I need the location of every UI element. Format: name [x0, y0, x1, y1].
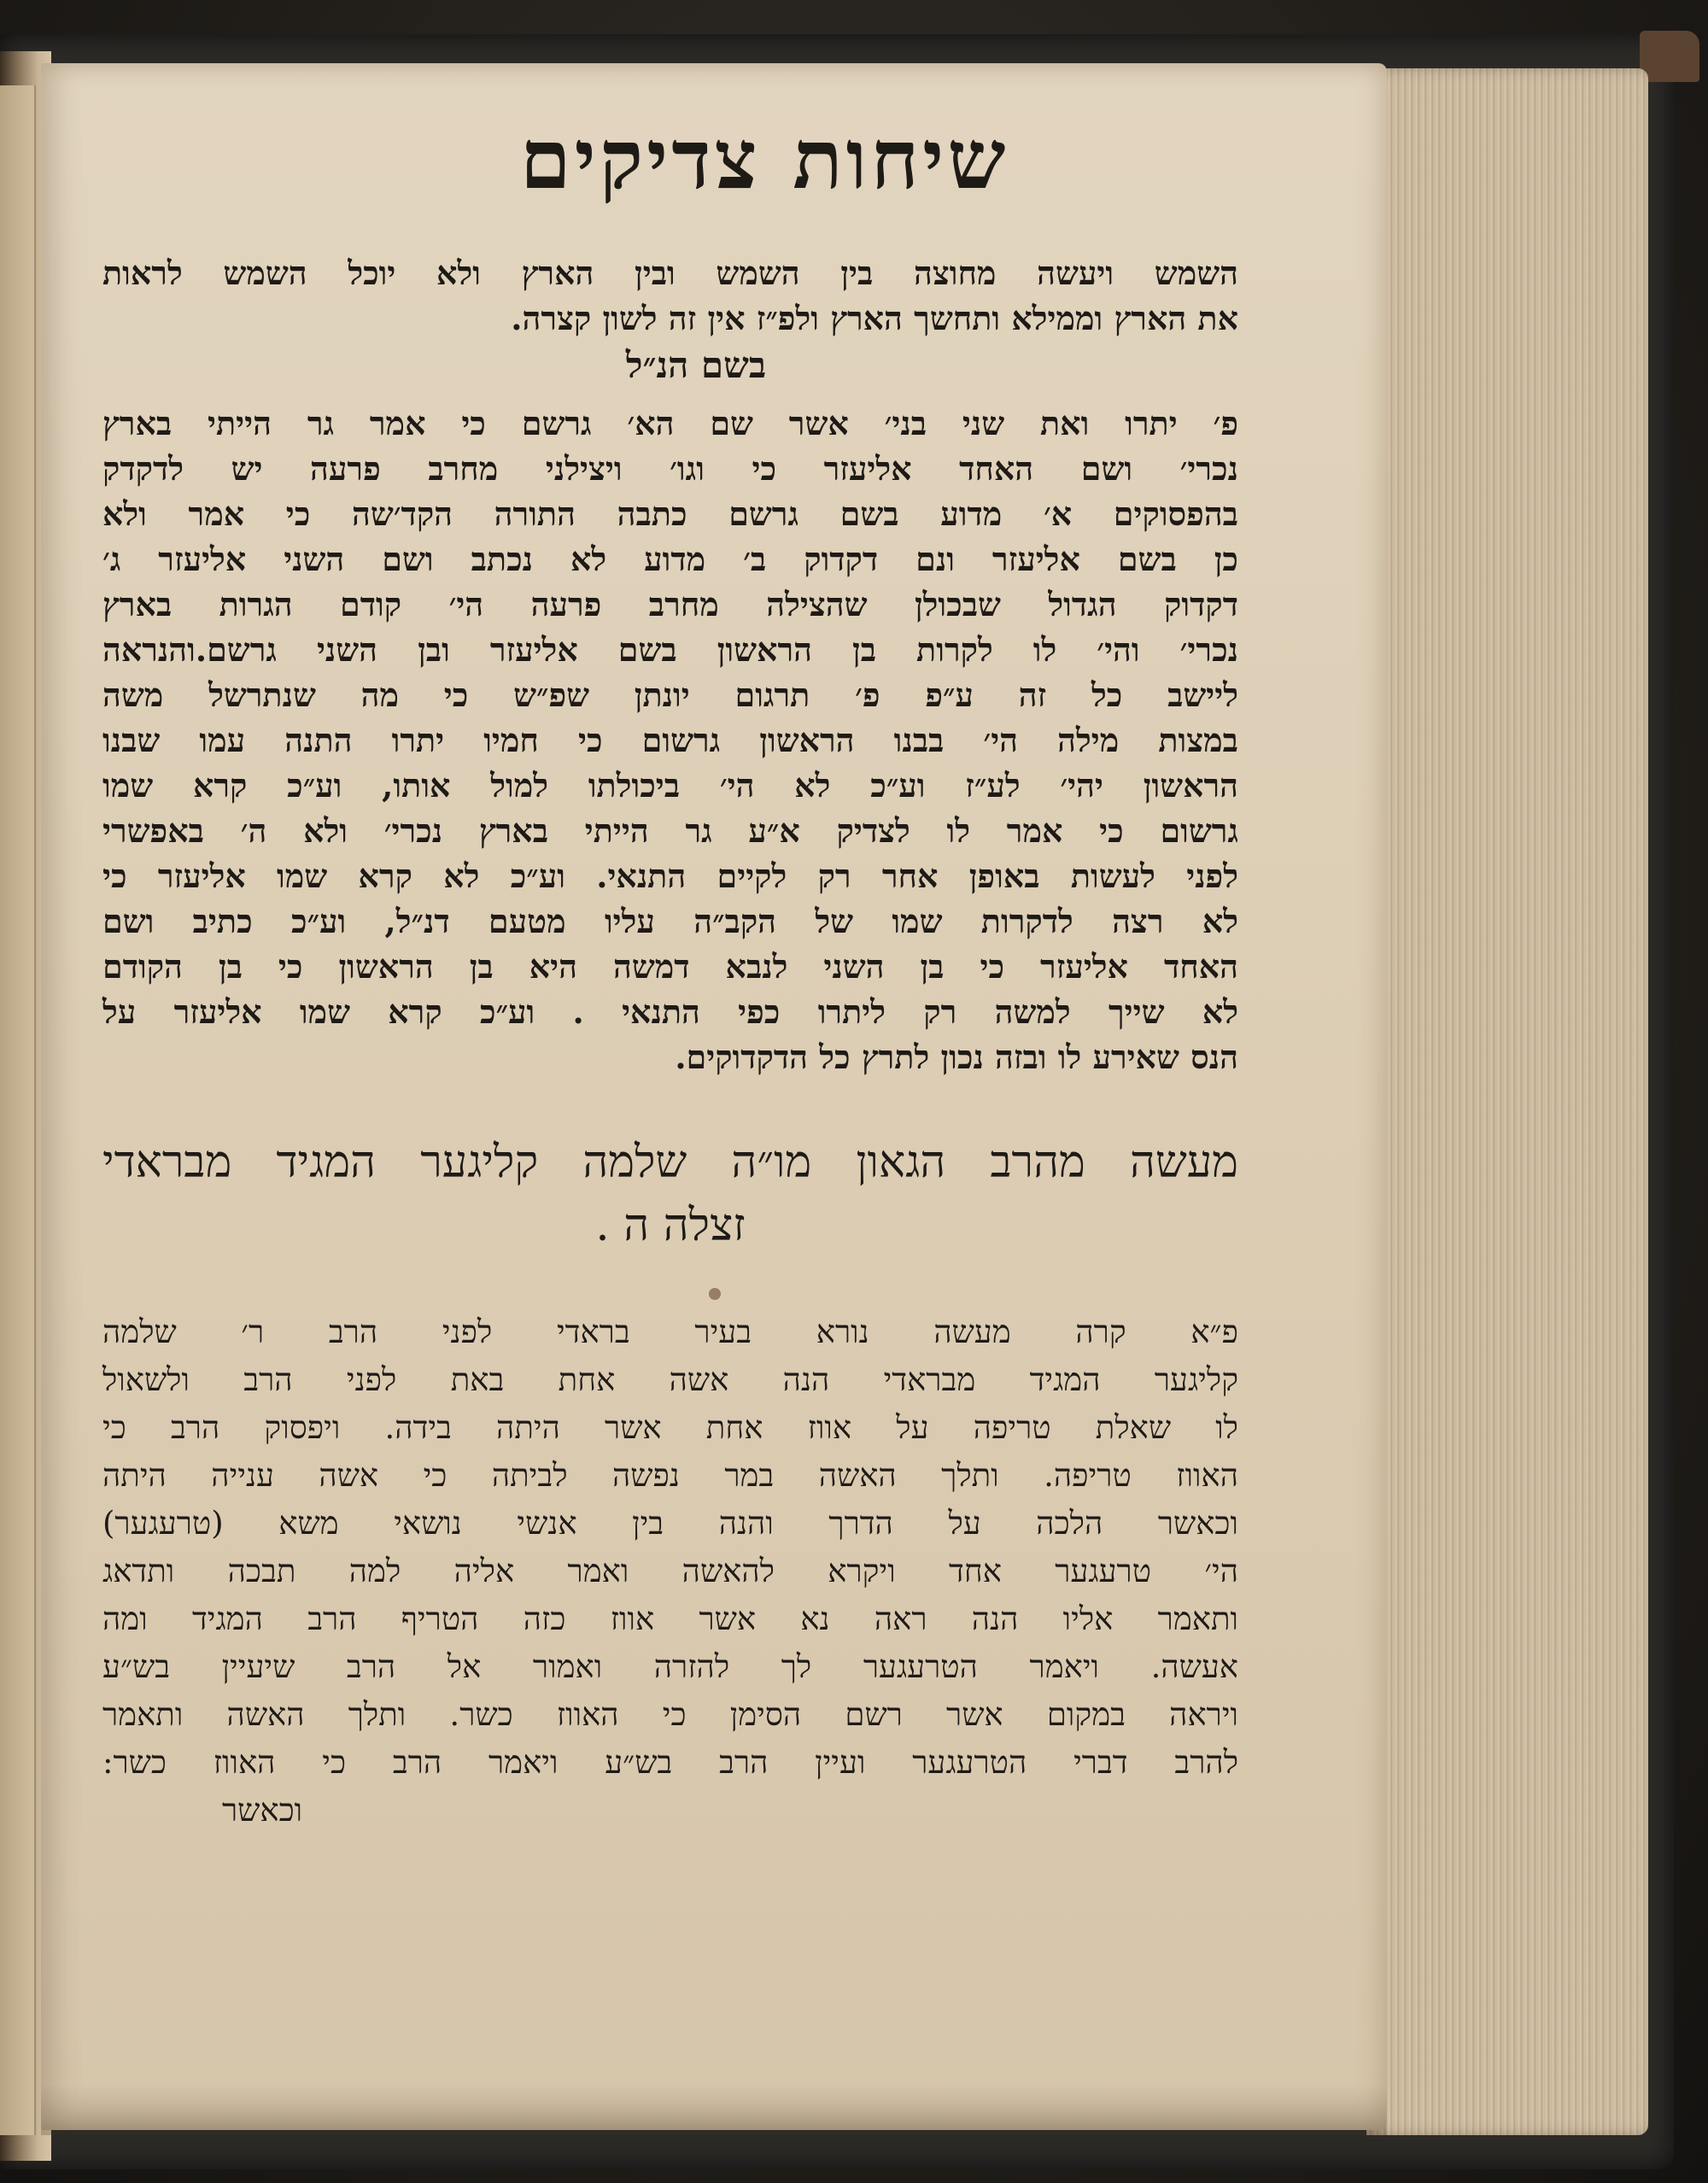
section-3-heading [102, 1131, 1238, 1257]
text-line: האחד אליעזר כי בן השני לנבא דמשה היא בן הראשון כי בן הקודם [102, 947, 1238, 986]
text-line: קליגער המגיד מבראדי הנה אשה אחת באת לפני הרב ולשאול [102, 1361, 1238, 1398]
spacer [102, 1080, 1238, 1131]
text-line: לא שייך למשה רק ליתרו כפי התנאי . וע״כ קרא שמו אליעזר על [102, 992, 1238, 1031]
catchword: וכאשר [222, 1792, 303, 1829]
text-line: ויראה במקום אשר רשם הסימן כי האווז כשר. ותלך האשה ותאמר [102, 1696, 1238, 1733]
page-title: שיחות צדיקים [519, 111, 1009, 208]
text-line: השמש ויעשה מחוצה בין השמש ובין הארץ ולא יוכל השמש לראות [102, 254, 1238, 292]
attribution: בשם הנ״ל [625, 344, 767, 386]
text-line: אעשה. ויאמר הטרעגער לך להזרה ואמור אל הרב שיעיין בש״ע [102, 1648, 1238, 1685]
text-line: הי׳ טרעגער אחד ויקרא להאשה ואמר אליה למה תבכה ותדאג [102, 1553, 1238, 1589]
text-line: לו שאלת טריפה על אווז אחת אשר היתה בידה. ויפסוק הרב כי [102, 1409, 1238, 1446]
cover-corner [1640, 31, 1699, 82]
section-heading-line: זצלה ה . [595, 1200, 746, 1251]
text-line: הראשון יהי׳ לע״ז וע״כ לא הי׳ ביכולתו למול אותו, וע״כ קרא שמו [102, 766, 1238, 805]
text-line: ותאמר אליו הנה ראה נא אשר אווז כזה הטריף הרב המגיד ומה [102, 1601, 1238, 1637]
text-line: דקדוק הגדול שבכולן שהצילה מחרב פרעה הי׳ קודם הגרות בארץ [102, 585, 1238, 623]
section-heading-line: מעשה מהרב הגאון מו״ה שלמה קליגער המגיד מבראדי [102, 1137, 1238, 1188]
text-line: במצות מילה הי׳ בבנו הראשון גרשום כי חמיו יתרו התנה עמו שבנו [102, 721, 1238, 759]
text-line: פ׳ יתרו ואת שני בני׳ אשר שם הא׳ גרשם כי אמר גר הייתי בארץ [102, 404, 1238, 442]
text-line: נכרי׳ והי׳ לו לקרות בן הראשון בשם אליעזר ובן השני גרשם.והנראה [102, 630, 1238, 669]
page-text [102, 111, 1238, 1835]
section-1 [102, 250, 1238, 390]
text-line: בהפסוקים א׳ מדוע בשם גרשם כתבה התורה הקד׳שה כי אמר ולא [102, 495, 1238, 533]
section-3 [102, 1308, 1238, 1835]
text-line: להרב דברי הטרעגער ועיין הרב בש״ע ויאמר הרב כי האווז כשר: [102, 1744, 1238, 1781]
text-line: את הארץ וממילא ותחשך הארץ ולפ״ז אין זה לשון קצרה. [511, 299, 1238, 337]
spacer [102, 1257, 1238, 1308]
text-line: לפני לעשות באופן אחר רק לקיים התנאי. וע״כ לא קרא שמו אליעזר כי [102, 857, 1238, 895]
text-line: האווז טריפה. ותלך האשה במר נפשה לביתה כי אשה ענייה היתה [102, 1457, 1238, 1494]
text-line: פ״א קרה מעשה נורא בעיר בראדי לפני הרב ר׳ שלמה [102, 1314, 1238, 1350]
text-line: כן בשם אליעזר ונם דקדוק ב׳ מדוע לא נכתב ושם השני אליעזר ג׳ [102, 540, 1238, 578]
text-line: גרשום כי אמר לו לצדיק א״ע גר הייתי בארץ נכרי׳ ולא ה׳ באפשרי [102, 811, 1238, 850]
text-line: ליישב כל זה ע״פ פ׳ תרגום יונתן שפ״ש כי מה שנתרשל משה [102, 676, 1238, 714]
text-line: נכרי׳ ושם האחד אליעזר כי וגו׳ ויצילני מחרב פרעה יש לדקדק [102, 449, 1238, 488]
page-stack-edge [1366, 68, 1648, 2135]
text-line: וכאשר הלכה על הדרך והנה בין אנשי נושאי משא (טרעגער) [102, 1505, 1238, 1542]
text-line: הנס שאירע לו ובזה נכון לתרץ כל הדקדוקים. [675, 1038, 1238, 1076]
section-2 [102, 401, 1238, 1080]
text-line: לא רצה לדקרות שמו של הקב״ה עליו מטעם דנ״ל, וע״כ כתיב ושם [102, 902, 1238, 940]
page-bottom-shadow [41, 2084, 1387, 2135]
previous-page-edge [0, 85, 36, 2135]
